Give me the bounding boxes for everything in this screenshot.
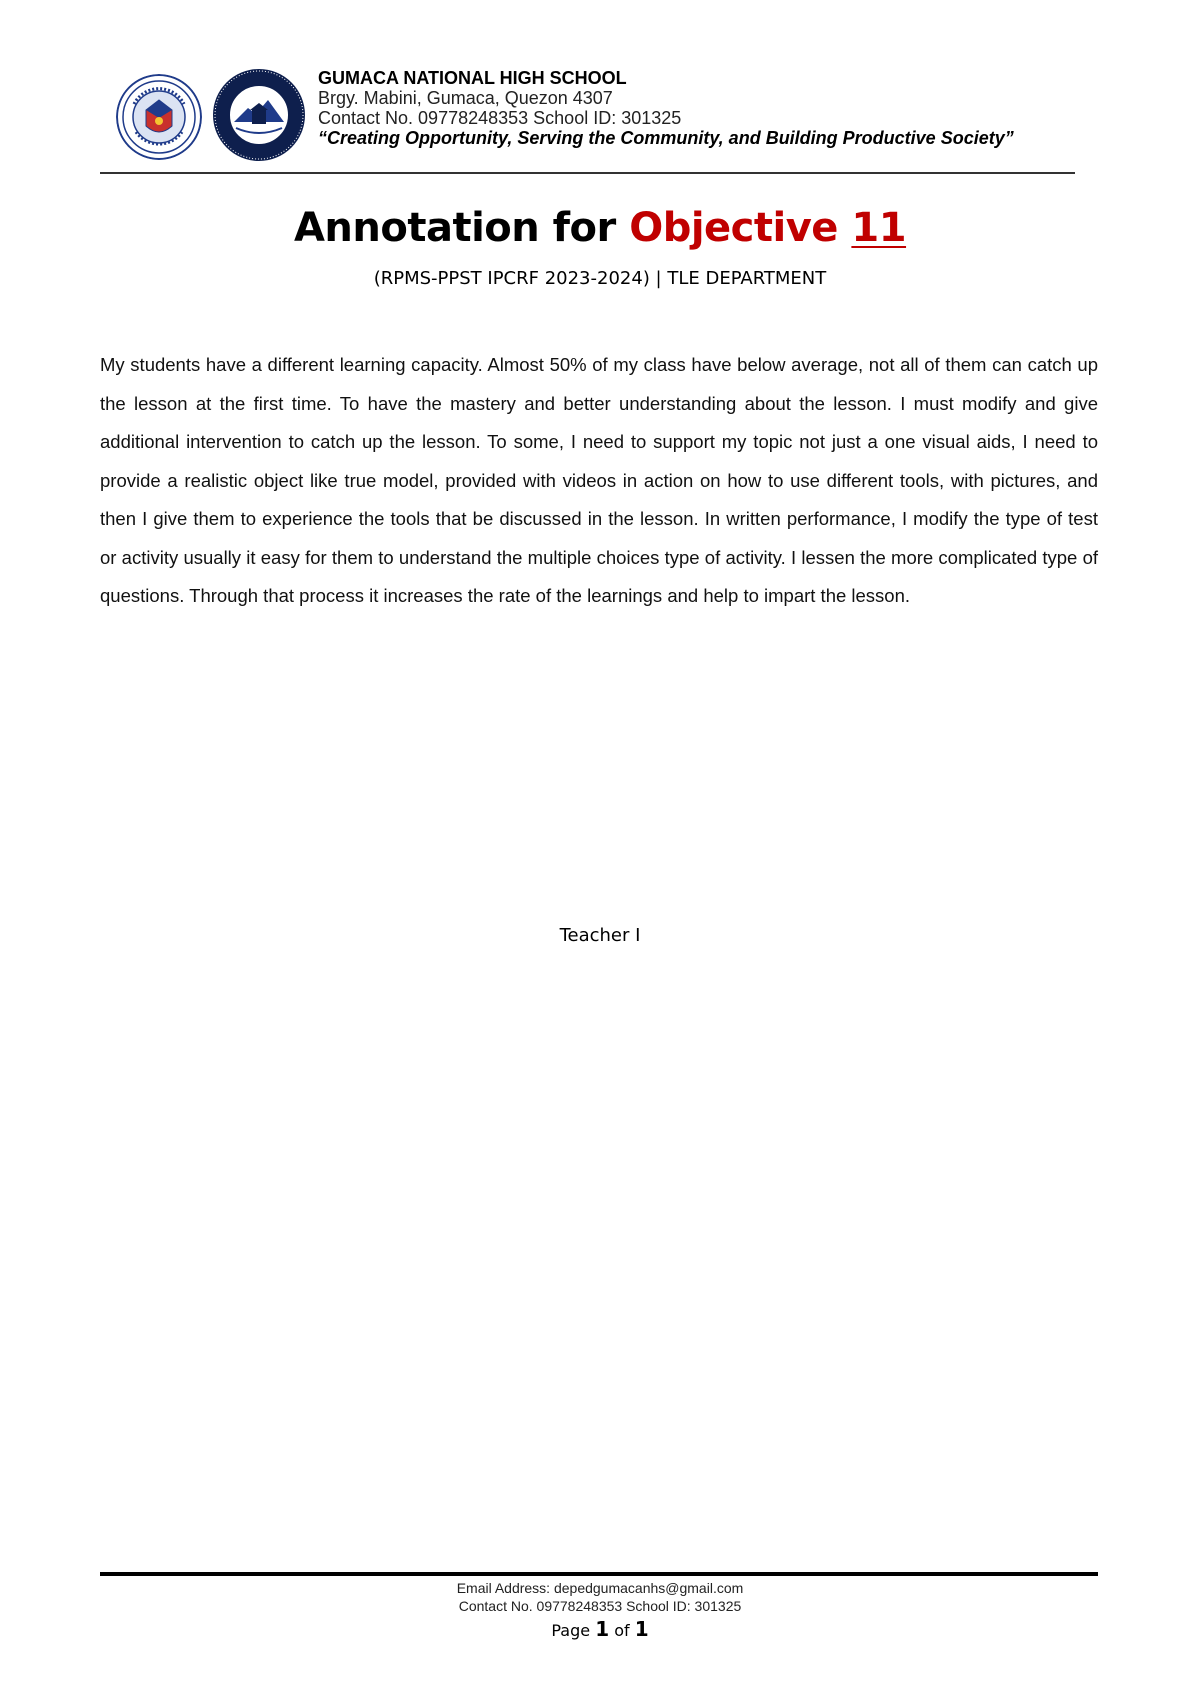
title-number: 11	[851, 205, 907, 251]
school-contact: Contact No. 09778248353 School ID: 301325	[318, 108, 682, 129]
school-address: Brgy. Mabini, Gumaca, Quezon 4307	[318, 88, 613, 109]
document-title	[0, 205, 1200, 251]
school-motto: “Creating Opportunity, Serving the Community, and Building Productive Society”	[318, 128, 1014, 149]
signature-title: Teacher I	[559, 925, 641, 946]
school-info-block	[318, 68, 1014, 149]
page-of: of	[609, 1621, 635, 1640]
annotation-body: My students have a different learning capacity. Almost 50% of my class have below average, not all of them can catch up the lesson at the first time. To have the mastery and better understanding about the lesson. I must modify and give additional intervention to catch up the lesson. To some, I need to support my topic not just a one visual aids, I need to provide a realistic object like true model, provided with videos in action on how to use different tools, with pictures, and then I give them to experience the tools that be discussed in the lesson. In written performance, I modify the type of test or activity usually it easy for them to understand the multiple choices type of activity. I lessen the more complicated type of questions. Through that process it increases the rate of the learnings and help to impart the lesson.	[100, 354, 1098, 606]
document-subtitle: (RPMS-PPST IPCRF 2023-2024) | TLE DEPARTMENT	[373, 268, 827, 289]
title-highlight: Objective	[629, 205, 838, 251]
page-number	[0, 1617, 1200, 1641]
title-space	[838, 205, 851, 251]
footer-divider	[100, 1572, 1098, 1576]
page-total: 1	[634, 1617, 649, 1641]
deped-seal-logo	[116, 74, 202, 160]
page-current: 1	[595, 1617, 610, 1641]
footer-contact: Contact No. 09778248353 School ID: 301325	[458, 1598, 742, 1614]
footer-email: Email Address: depedgumacanhs@gmail.com	[456, 1580, 744, 1596]
school-name: GUMACA NATIONAL HIGH SCHOOL	[318, 68, 627, 88]
title-prefix: Annotation for	[293, 205, 630, 251]
header-divider	[100, 172, 1075, 174]
page-label: Page	[551, 1621, 596, 1640]
school-seal-logo	[212, 68, 306, 162]
